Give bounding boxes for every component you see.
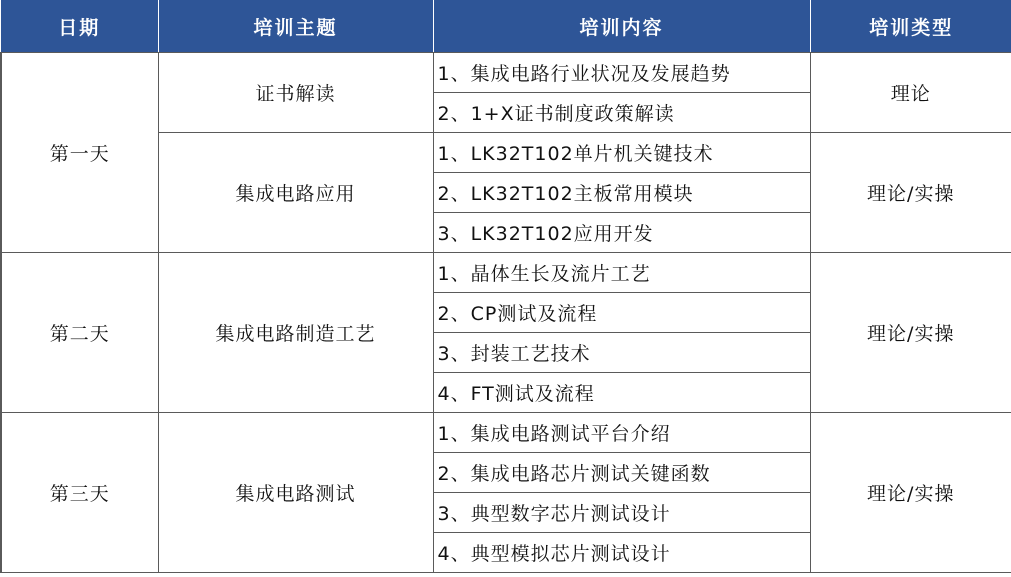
table-row (1, 253, 1011, 293)
day-cell: 第二天 (1, 253, 158, 413)
content-cell: 3、典型数字芯片测试设计 (433, 493, 810, 533)
topic-cell: 证书解读 (158, 53, 433, 133)
content-cell: 2、1+X证书制度政策解读 (433, 93, 810, 133)
header-date: 日期 (1, 0, 158, 53)
content-cell: 1、集成电路测试平台介绍 (433, 413, 810, 453)
day-cell: 第三天 (1, 413, 158, 573)
content-cell: 3、封装工艺技术 (433, 333, 810, 373)
type-cell: 理论 (810, 53, 1011, 133)
content-cell: 2、CP测试及流程 (433, 293, 810, 333)
header-content: 培训内容 (433, 0, 810, 53)
day-cell: 第一天 (1, 53, 158, 253)
table-row (1, 53, 1011, 93)
header-type: 培训类型 (810, 0, 1011, 53)
topic-cell: 集成电路制造工艺 (158, 253, 433, 413)
content-cell: 2、LK32T102主板常用模块 (433, 173, 810, 213)
content-cell: 3、LK32T102应用开发 (433, 213, 810, 253)
content-cell: 2、集成电路芯片测试关键函数 (433, 453, 810, 493)
topic-cell: 集成电路应用 (158, 133, 433, 253)
content-cell: 1、晶体生长及流片工艺 (433, 253, 810, 293)
type-cell: 理论/实操 (810, 253, 1011, 413)
type-cell: 理论/实操 (810, 133, 1011, 253)
table-row (1, 413, 1011, 453)
header-topic: 培训主题 (158, 0, 433, 53)
content-cell: 1、集成电路行业状况及发展趋势 (433, 53, 810, 93)
topic-cell: 集成电路测试 (158, 413, 433, 573)
content-cell: 4、典型模拟芯片测试设计 (433, 533, 810, 573)
header-row (1, 0, 1011, 53)
content-cell: 1、LK32T102单片机关键技术 (433, 133, 810, 173)
type-cell: 理论/实操 (810, 413, 1011, 573)
content-cell: 4、FT测试及流程 (433, 373, 810, 413)
